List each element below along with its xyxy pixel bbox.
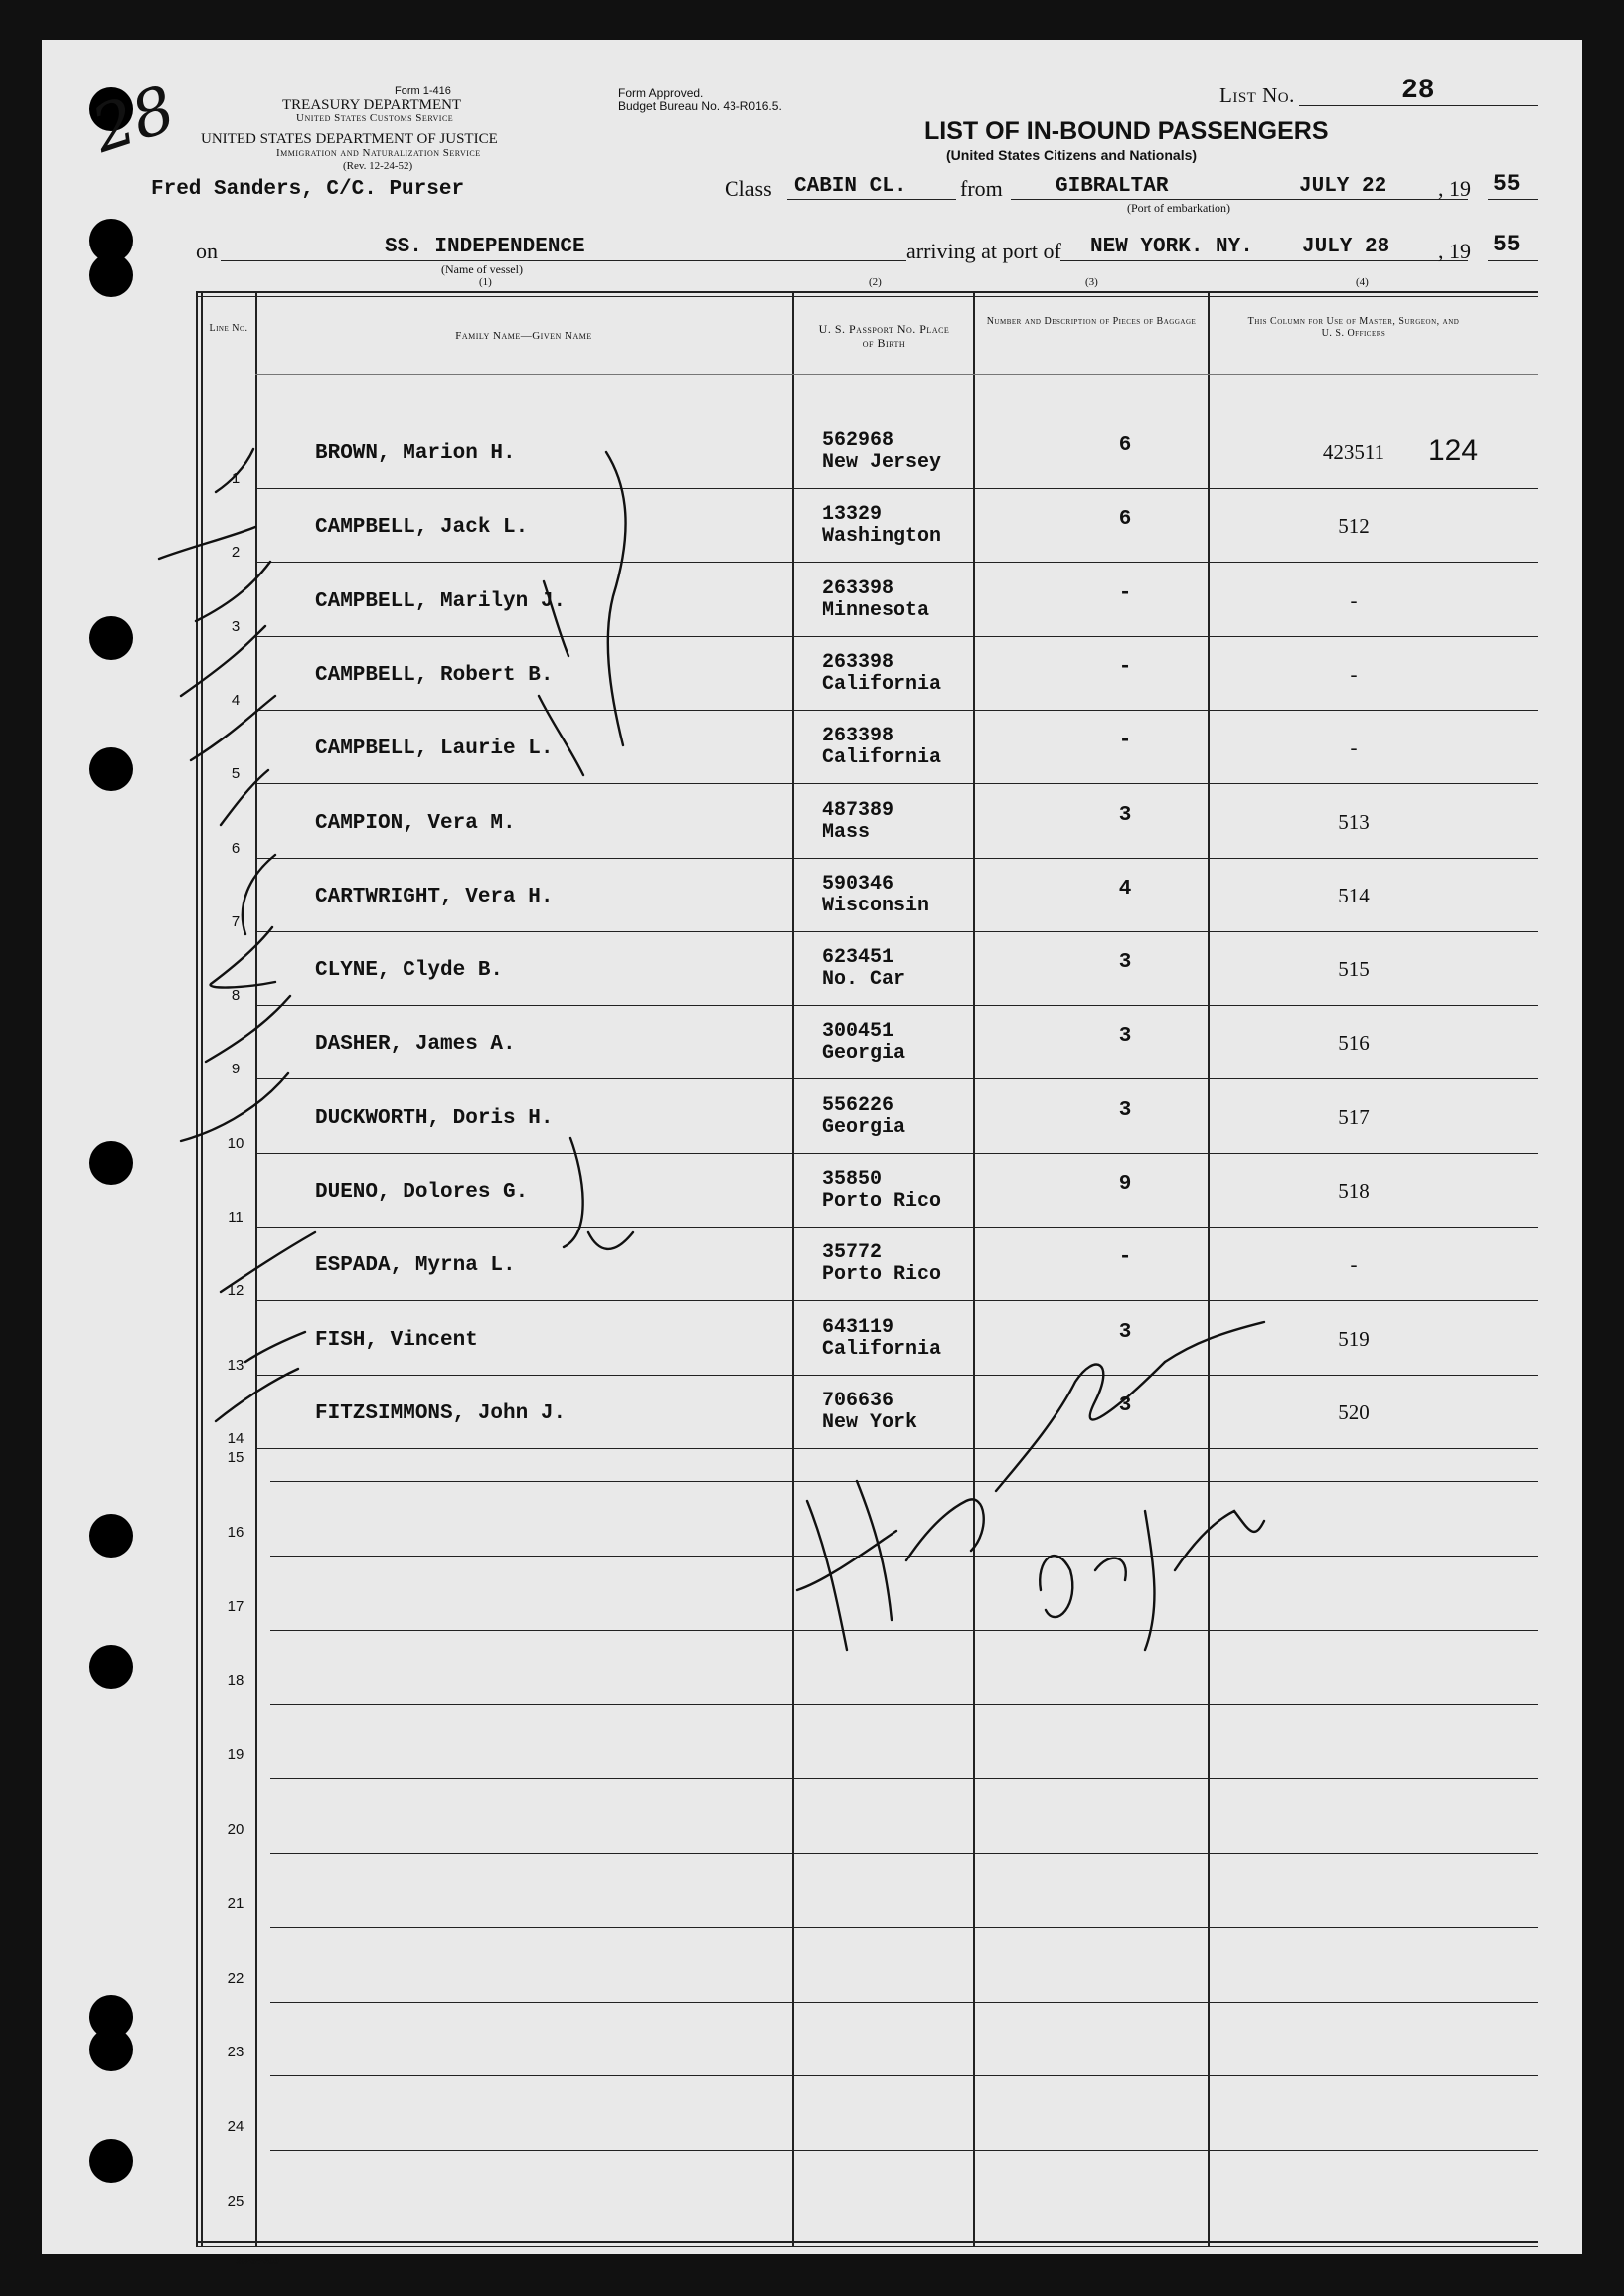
birthplace: Mass (822, 820, 871, 844)
officer-number: 516 (1338, 1031, 1370, 1056)
header-family-name: Family Name—Given Name (455, 330, 592, 342)
check-mark (245, 1332, 305, 1362)
signature (1165, 1322, 1264, 1362)
passport-number: 263398 (822, 725, 894, 748)
customs-service: United States Customs Service (296, 112, 454, 124)
passport-number: 263398 (822, 650, 894, 674)
baggage-count: 3 (1118, 1025, 1132, 1049)
vessel-name: SS. INDEPENDENCE (385, 236, 585, 258)
signature (1040, 1556, 1072, 1617)
birthplace: New York (822, 1410, 918, 1434)
check-mark (216, 1369, 298, 1421)
passport-number: 623451 (822, 946, 894, 970)
birthplace: Georgia (822, 1042, 906, 1066)
form-revision: (Rev. 12-24-52) (343, 160, 413, 172)
baggage-count: 6 (1118, 434, 1132, 457)
line-number: 4 (231, 691, 241, 709)
line-number: 8 (231, 987, 241, 1005)
baggage-count: 3 (1118, 1098, 1132, 1122)
line-number: 13 (227, 1356, 244, 1374)
line-number: 25 (227, 2193, 244, 2210)
line-number: 5 (231, 765, 241, 783)
baggage-count: - (1118, 581, 1132, 605)
officer-number: 515 (1338, 957, 1370, 982)
from-port: GIBRALTAR (1056, 175, 1169, 198)
birthplace: New Jersey (822, 451, 942, 474)
check-mark (243, 855, 275, 934)
birthplace: Wisconsin (822, 894, 930, 917)
officer-annotation: 124 (1428, 434, 1479, 467)
officer-number: 423511 (1322, 440, 1385, 464)
baggage-count: 3 (1118, 1320, 1132, 1344)
list-no-label: List No. (1219, 83, 1295, 107)
line-number: 22 (227, 1969, 244, 1987)
header-officers: This Column for Use of Master, Surgeon, and U. S. Officers (1247, 316, 1460, 339)
line-number: 11 (228, 1209, 244, 1226)
passenger-name: CAMPBELL, Laurie L. (315, 738, 554, 761)
check-mark (181, 1073, 288, 1141)
check-mark (196, 562, 270, 621)
birthplace: Washington (822, 525, 942, 549)
check-mark (159, 527, 255, 562)
header-baggage: Number and Description of Pieces of Baggage (986, 316, 1197, 327)
passport-number: 300451 (822, 1020, 894, 1044)
line-number: 15 (227, 1449, 244, 1466)
arrival-year: 55 (1493, 232, 1521, 257)
check-mark (191, 696, 275, 760)
baggage-count: 3 (1118, 803, 1132, 827)
passenger-name: CAMPION, Vera M. (315, 811, 516, 835)
vessel-caption: (Name of vessel) (441, 262, 523, 276)
signature (1095, 1558, 1126, 1580)
baggage-count: - (1118, 655, 1132, 679)
arriving-label: arriving at port of (906, 239, 1061, 263)
line-number: 2 (231, 544, 241, 562)
check-mark (211, 927, 275, 988)
baggage-count: - (1118, 730, 1132, 753)
officer-number: 512 (1338, 514, 1370, 539)
treasury-department: TREASURY DEPARTMENT (282, 97, 462, 113)
handwriting-initials (588, 1232, 633, 1249)
passport-number: 590346 (822, 872, 894, 896)
birthplace: California (822, 672, 942, 696)
check-mark (181, 626, 265, 696)
column-number-4: (4) (1356, 276, 1369, 288)
handwritten-mark: 28 (83, 73, 184, 168)
line-number: 3 (231, 617, 241, 635)
baggage-count: 9 (1118, 1173, 1132, 1196)
signature (996, 1362, 1165, 1491)
line-number: 24 (227, 2118, 244, 2136)
passenger-name: CARTWRIGHT, Vera H. (315, 885, 554, 908)
year-prefix: , 19 (1438, 176, 1471, 201)
officer-number: - (1350, 661, 1358, 686)
baggage-count: 4 (1118, 877, 1132, 901)
form-number: Form 1-416 (395, 85, 451, 97)
line-number: 9 (231, 1061, 241, 1078)
passport-number: 556226 (822, 1093, 894, 1117)
line-number: 7 (231, 912, 241, 930)
column-number-3: (3) (1085, 276, 1098, 288)
line-number: 21 (227, 1894, 244, 1912)
line-number: 18 (227, 1672, 244, 1690)
arrival-port: NEW YORK. NY. (1090, 236, 1253, 258)
officer-number: 519 (1338, 1326, 1370, 1351)
bracket-mark (564, 1138, 583, 1247)
form-subtitle: (United States Citizens and Nationals) (946, 147, 1198, 163)
header-passport: U. S. Passport No. Place of Birth (818, 322, 950, 350)
justice-department: UNITED STATES DEPARTMENT OF JUSTICE (201, 131, 498, 147)
line-number: 23 (227, 2044, 244, 2061)
passport-number: 487389 (822, 798, 894, 822)
passenger-name: FISH, Vincent (315, 1328, 478, 1352)
form-approved: Form Approved. (618, 86, 704, 100)
birthplace: Porto Rico (822, 1263, 942, 1287)
passenger-name: CLYNE, Clyde B. (315, 959, 504, 983)
check-mark (206, 996, 290, 1062)
budget-bureau-no: Budget Bureau No. 43-R016.5. (618, 99, 782, 113)
passenger-name: CAMPBELL, Marilyn J. (315, 589, 567, 613)
baggage-count: 3 (1118, 951, 1132, 975)
signature (906, 1499, 984, 1560)
passport-number: 562968 (822, 429, 894, 452)
line-number: 17 (227, 1597, 244, 1615)
line-number: 16 (227, 1523, 244, 1541)
passenger-name: CAMPBELL, Jack L. (315, 516, 529, 540)
birthplace: Minnesota (822, 598, 930, 622)
signature (857, 1481, 892, 1620)
check-mark (221, 1232, 315, 1292)
passport-number: 35772 (822, 1241, 883, 1265)
signature (1145, 1511, 1154, 1650)
list-no-value: 28 (1401, 76, 1435, 106)
passenger-list-page (42, 40, 1582, 2266)
line-number: 14 (227, 1429, 244, 1447)
passenger-name: DUCKWORTH, Doris H. (315, 1106, 554, 1130)
immigration-service: Immigration and Naturalization Service (276, 147, 481, 159)
passenger-name: DUENO, Dolores G. (315, 1181, 529, 1204)
birthplace: California (822, 1337, 942, 1361)
passenger-name: BROWN, Marion H. (315, 442, 516, 465)
check-mark (221, 770, 268, 825)
officer-number: - (1350, 1252, 1358, 1277)
column-number-1: (1) (479, 276, 492, 288)
handwritten-annotations (42, 40, 1582, 2254)
port-embarkation-caption: (Port of embarkation) (1127, 201, 1230, 215)
header-line-no: Line No. (209, 323, 248, 334)
line-number: 6 (231, 839, 241, 857)
class-label: Class (725, 176, 772, 201)
handwriting-initials (544, 581, 568, 656)
officer-number: 514 (1338, 883, 1370, 907)
officer-number: 520 (1338, 1399, 1370, 1424)
form-footer-code: SR-54-309 (236, 2256, 279, 2266)
birthplace: California (822, 746, 942, 770)
line-number: 20 (227, 1821, 244, 1838)
class-value: CABIN CL. (794, 175, 907, 198)
departure-year: 55 (1493, 171, 1521, 197)
arrival-year-prefix: , 19 (1438, 239, 1471, 263)
line-number: 10 (227, 1134, 244, 1152)
signature (1175, 1511, 1264, 1570)
officer-number: 517 (1338, 1104, 1370, 1129)
birthplace: Porto Rico (822, 1190, 942, 1213)
officer-number: - (1350, 736, 1358, 760)
baggage-count: - (1118, 1246, 1132, 1270)
line-number: 12 (227, 1282, 244, 1300)
line-number: 19 (227, 1746, 244, 1764)
column-number-2: (2) (869, 276, 882, 288)
passport-number: 706636 (822, 1389, 894, 1412)
passport-number: 643119 (822, 1315, 894, 1339)
from-label: from (960, 176, 1003, 201)
passport-number: 35850 (822, 1168, 883, 1191)
passenger-name: DASHER, James A. (315, 1033, 516, 1057)
passenger-name: CAMPBELL, Robert B. (315, 663, 554, 687)
birthplace: No. Car (822, 968, 906, 992)
on-label: on (196, 239, 218, 263)
handwriting-initials (539, 696, 583, 775)
baggage-count: 6 (1118, 508, 1132, 532)
purser: Fred Sanders, C/C. Purser (151, 178, 465, 201)
passport-number: 13329 (822, 503, 883, 527)
officer-number: - (1350, 587, 1358, 612)
officer-number: 518 (1338, 1179, 1370, 1203)
arrival-date: JULY 28 (1302, 236, 1390, 258)
line-number: 1 (231, 470, 241, 487)
officer-number: 513 (1338, 809, 1370, 834)
passenger-name: ESPADA, Myrna L. (315, 1254, 516, 1278)
passport-number: 263398 (822, 576, 894, 600)
passenger-name: FITZSIMMONS, John J. (315, 1401, 567, 1425)
check-mark (216, 449, 253, 492)
departure-date: JULY 22 (1299, 175, 1387, 198)
birthplace: Georgia (822, 1115, 906, 1139)
baggage-count: 3 (1118, 1394, 1132, 1417)
bracket-mark (606, 452, 626, 745)
form-title: LIST OF IN-BOUND PASSENGERS (924, 117, 1329, 145)
